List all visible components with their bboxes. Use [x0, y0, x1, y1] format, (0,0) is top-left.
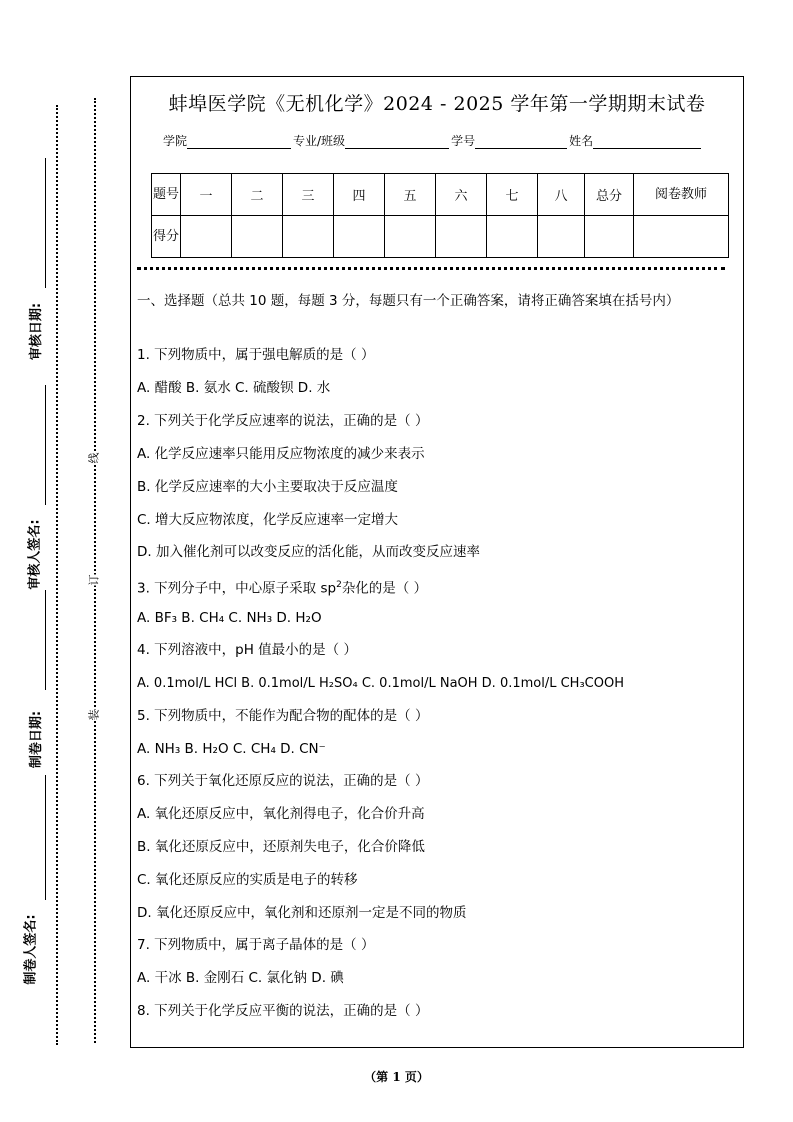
question-6-option-b: B. 氧化还原反应中，还原剂失电子，化合价降低 [137, 839, 425, 855]
question-4: 4. 下列溶液中，pH 值最小的是（ ） [137, 642, 357, 658]
col-1: 一 [181, 174, 232, 216]
compiler-sign-label: 制卷人签名: [23, 914, 39, 985]
question-1-options: A. 醋酸 B. 氨水 C. 硫酸钡 D. 水 [137, 380, 331, 396]
student-info-row [163, 132, 703, 149]
student-id-field[interactable] [475, 135, 567, 149]
score-cell[interactable] [436, 216, 487, 258]
question-3 [137, 574, 727, 601]
reviewer-sign-line [45, 385, 46, 505]
score-label: 得分 [152, 216, 181, 258]
score-cell[interactable] [487, 216, 538, 258]
score-cell[interactable] [283, 216, 334, 258]
score-table-score-row [152, 216, 729, 258]
question-4-options: A. 0.1mol/L HCl B. 0.1mol/L H₂SO₄ C. 0.1mol/L NaOH D. 0.1mol/L CH₃COOH [137, 676, 624, 691]
question-7: 7. 下列物质中，属于离子晶体的是（ ） [137, 937, 375, 953]
col-4: 四 [334, 174, 385, 216]
name-label: 姓名 [569, 134, 594, 148]
question-2-option-a: A. 化学反应速率只能用反应物浓度的减少来表示 [137, 446, 425, 462]
name-field[interactable] [593, 135, 701, 149]
col-grader: 阅卷教师 [634, 174, 729, 216]
col-3: 三 [283, 174, 334, 216]
question-2: 2. 下列关于化学反应速率的说法，正确的是（ ） [137, 413, 429, 429]
score-cell[interactable] [334, 216, 385, 258]
bind-line-char: 线 [87, 452, 101, 464]
score-cell[interactable] [181, 216, 232, 258]
col-8: 八 [538, 174, 585, 216]
review-date-label: 审核日期: [29, 302, 45, 361]
question-3-options: A. BF₃ B. CH₄ C. NH₃ D. H₂O [137, 610, 322, 626]
question-no-label: 题号 [152, 174, 181, 216]
score-cell[interactable] [538, 216, 585, 258]
question-6: 6. 下列关于氧化还原反应的说法，正确的是（ ） [137, 773, 429, 789]
compiler-sign-line [45, 775, 46, 900]
major-label: 专业/班级 [293, 134, 346, 148]
score-cell[interactable] [385, 216, 436, 258]
question-3-text-end: 杂化的是（ ） [341, 580, 428, 597]
question-7-options: A. 干冰 B. 金刚石 C. 氯化钠 D. 碘 [137, 970, 344, 986]
binding-dotted-line-inner [94, 98, 96, 1043]
reviewer-sign-label: 审核人签名: [27, 519, 43, 590]
score-table [151, 173, 729, 258]
question-6-option-d: D. 氧化还原反应中，氧化剂和还原剂一定是不同的物质 [137, 905, 467, 921]
col-6: 六 [436, 174, 487, 216]
question-2-option-c: C. 增大反应物浓度，化学反应速率一定增大 [137, 512, 399, 528]
col-total: 总分 [585, 174, 634, 216]
page-number: （第 1 页） [364, 1070, 429, 1084]
grader-cell[interactable] [634, 216, 729, 258]
dotted-separator [137, 267, 725, 270]
col-5: 五 [385, 174, 436, 216]
question-3-sup: 2 [336, 580, 342, 590]
college-field[interactable] [187, 135, 291, 149]
score-cell-total[interactable] [585, 216, 634, 258]
binding-dotted-line-outer [56, 105, 58, 1045]
bind-staple-char: 订 [87, 574, 101, 586]
col-7: 七 [487, 174, 538, 216]
section-heading: 一、选择题（总共 10 题，每题 3 分，每题只有一个正确答案，请将正确答案填在括号内） [137, 293, 680, 309]
student-id-label: 学号 [451, 134, 476, 148]
compile-date-line [45, 590, 46, 690]
col-2: 二 [232, 174, 283, 216]
major-field[interactable] [345, 135, 449, 149]
question-2-option-d: D. 加入催化剂可以改变反应的活化能，从而改变反应速率 [137, 544, 480, 560]
question-5-options: A. NH₃ B. H₂O C. CH₄ D. CN⁻ [137, 741, 326, 757]
score-cell[interactable] [232, 216, 283, 258]
exam-frame [130, 76, 744, 1048]
question-2-option-b: B. 化学反应速率的大小主要取决于反应温度 [137, 479, 398, 495]
college-label: 学院 [163, 134, 188, 148]
question-1: 1. 下列物质中，属于强电解质的是（ ） [137, 347, 375, 363]
question-8: 8. 下列关于化学反应平衡的说法，正确的是（ ） [137, 1003, 429, 1019]
question-3-text: 3. 下列分子中，中心原子采取 sp [137, 580, 337, 597]
question-6-option-a: A. 氧化还原反应中，氧化剂得电子，化合价升高 [137, 806, 425, 822]
review-date-line [45, 158, 46, 288]
score-table-header-row [152, 174, 729, 216]
compile-date-label: 制卷日期: [29, 710, 45, 769]
question-6-option-c: C. 氧化还原反应的实质是电子的转移 [137, 872, 358, 888]
bind-fold-char: 装 [87, 709, 101, 721]
exam-title: 蚌埠医学院《无机化学》2024 - 2025 学年第一学期期末试卷 [168, 93, 706, 115]
question-5: 5. 下列物质中，不能作为配合物的配体的是（ ） [137, 708, 429, 724]
